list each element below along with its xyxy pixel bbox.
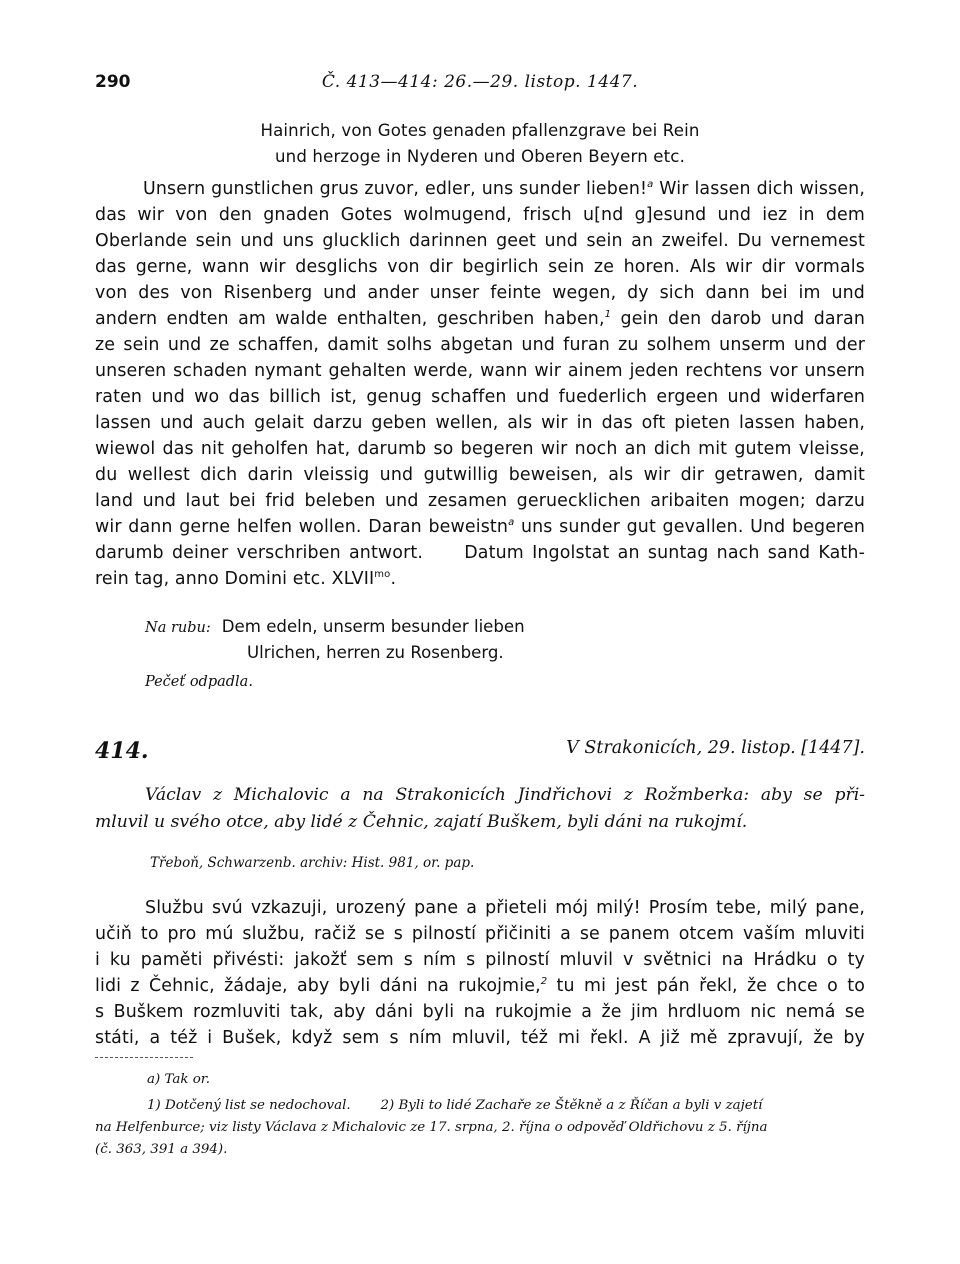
page-number: 290 [95,72,131,92]
text-line: s Buškem rozmluviti tak, aby dáni byli na rukojmie a že jim hrdluom nic nemá se [95,1002,865,1022]
text-line: raten und wo das billich ist, genug schaffen und fuederlich ergeen und widerfaren [95,387,865,407]
letter-413-address [95,118,865,170]
place-date: V Strakonicích, 29. listop. [1447]. [566,738,865,758]
superscript: mo [374,569,391,581]
archival-source: Třeboň, Schwarzenb. archiv: Hist. 981, or. pap. [150,855,475,871]
text-segment: andern endten am walde enthalten, geschriben haben, [95,309,605,329]
text-line [95,973,865,999]
text-line [95,306,865,332]
text-line [95,176,865,202]
footnotes [95,1069,865,1161]
document-heading [95,738,865,768]
endorsement-line [145,614,745,640]
text-line: ze sein und ze schaffen, damit solhs abgetan und furan zu solhem unserm und der [95,335,865,355]
footnote-mark: 2 [540,976,548,988]
text-line: land und laut bei frid beleben und zesamen geruecklichen aribaiten mogen; darzu [95,491,865,511]
text-line: darumb deiner verschriben antwort. Datum Ingolstat an suntag nach sand Kath- [95,543,865,563]
page-header [95,72,865,100]
text-line: von des von Risenberg und ander unser feinte wegen, dy sich dann bei im und [95,283,865,303]
text-line: das gerne, wann wir desglichs von dir begirlich sein ze horen. Als wir dir vormals [95,257,865,277]
footnote-2-continued: na Helfenburce; viz listy Václava z Michalovic ze 17. srpna, 2. října o odpověď Oldřichovu z 5. října [95,1120,768,1135]
text-line [95,514,865,540]
running-head: Č. 413—414: 26.—29. listop. 1447. [321,72,639,92]
endorsement-label: Na rubu: [145,620,211,636]
document-number: 414. [95,738,149,764]
text-line: i ku paměti přivésti: jakožť sem s ním s pilností mluvil v světnici na Hrádku o ty [95,950,865,970]
text-segment: tu mi jest pán řekl, že chce o to [547,976,865,996]
footnote-1-line [95,1091,865,1117]
regest-line: Václav z Michalovic a na Strakonicích Jindřichovi z Rožmberka: aby se při- [145,785,865,805]
regest [95,782,865,836]
text-line: das wir von den gnaden Gotes wolmugend, frisch u[nd g]esund und iez in dem [95,205,865,225]
text-segment: uns sunder gut gevallen. Und begeren [514,517,865,537]
text-segment: Wir lassen dich wissen, [653,179,866,199]
footnote-a: a) Tak or. [147,1072,210,1087]
regest-line: mluvil u svého otce, aby lidé z Čehnic, zajatí Buškem, byli dáni na rukojmí. [95,812,748,832]
endorsement-text: Dem edeln, unserm besunder lieben [221,617,525,636]
text-line: du wellest dich darin vleissig und gutwillig beweisen, als wir dir getrawen, damit [95,465,865,485]
text-line: učiň to pro mú službu, račiž se s pilností přičiniti a se panem otcem vaším mluviti [95,924,865,944]
text-segment: Unsern gunstlichen grus zuvor, edler, uns sunder lieben! [143,179,648,199]
letter-413-body [95,176,865,592]
footnote-1: 1) Dotčený list se nedochoval. [147,1098,351,1113]
letter-414-body [95,895,865,1051]
text-line: unseren schaden nymant gehalten werde, wann wir ainem jeden rechtens vor unsern [95,361,865,381]
address-line: und herzoge in Nyderen und Oberen Beyern etc. [274,147,685,166]
text-segment: rein tag, anno Domini etc. XLVII [95,569,375,589]
address-line: Hainrich, von Gotes genaden pfallenzgrave bei Rein [260,121,700,140]
footnote-mark: 1 [604,309,612,321]
text-segment: lidi z Čehnic, žádaje, aby byli dáni na rukojmie, [95,976,541,996]
footnote-mark: a [647,179,654,191]
endorsement [145,614,745,698]
footnote-2: 2) Byli to lidé Zachaře ze Štěkně a z Říčan a byli v zajetí [380,1098,763,1113]
text-line: wiewol das nit geholfen hat, darumb so begeren wir noch an dich mit gutem vleisse, [95,439,865,459]
text-line: lassen und auch gelait darzu geben wellen, als wir in das oft pieten lassen haben, [95,413,865,433]
text-line: Oberlande sein und uns glucklich darinnen geet und sein an zweifel. Du vernemest [95,231,865,251]
text-line [95,566,865,592]
text-line: státi, a též i Bušek, když sem s ním mluvil, též mi řekl. A již mě zpravují, že by [95,1028,865,1048]
footnote-divider [95,1057,193,1058]
text-segment: wir dann gerne helfen wollen. Daran beweistn [95,517,509,537]
text-line: Službu svú vzkazuji, urozený pane a přieteli mój milý! Prosím tebe, milý pane, [145,898,865,918]
seal-note: Pečeť odpadla. [145,674,253,690]
footnote-mark: a [508,517,515,529]
text-segment: gein den darob und daran [611,309,865,329]
text-segment: . [390,569,397,589]
footnote-2-continued: (č. 363, 391 a 394). [95,1142,228,1157]
endorsement-line: Ulrichen, herren zu Rosenberg. [247,643,504,662]
